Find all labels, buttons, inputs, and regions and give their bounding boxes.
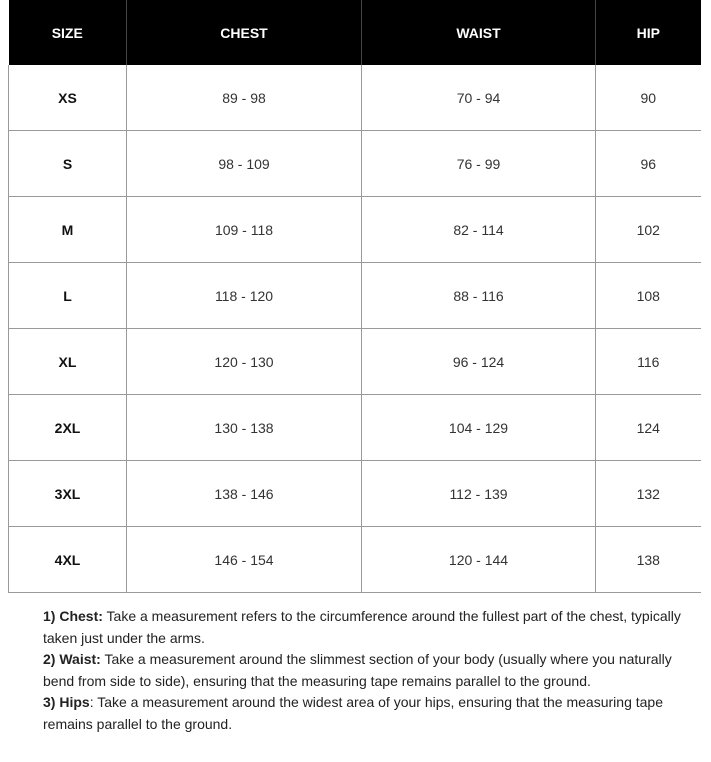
table-row	[9, 461, 701, 527]
waist-cell: 88 - 116	[362, 263, 596, 329]
table-row	[9, 65, 701, 131]
chest-cell: 118 - 120	[127, 263, 362, 329]
note-chest	[43, 606, 698, 649]
chest-cell: 146 - 154	[127, 527, 362, 593]
size-cell: L	[9, 263, 127, 329]
waist-cell: 70 - 94	[362, 65, 596, 131]
chest-cell: 109 - 118	[127, 197, 362, 263]
table-row	[9, 527, 701, 593]
table-row	[9, 263, 701, 329]
note-label: 2) Waist:	[43, 651, 101, 668]
note-text: Take a measurement around the slimmest section of your body (usually where you naturally bend from side to side), ensuring that the measuring tape remains parallel to the ground.	[43, 651, 672, 689]
waist-cell: 96 - 124	[362, 329, 596, 395]
size-cell: XL	[9, 329, 127, 395]
table-row	[9, 395, 701, 461]
note-waist	[43, 649, 698, 692]
header-chest: CHEST	[127, 0, 362, 65]
waist-cell: 82 - 114	[362, 197, 596, 263]
waist-cell: 112 - 139	[362, 461, 596, 527]
header-row	[9, 0, 701, 65]
header-waist: WAIST	[362, 0, 596, 65]
hip-cell: 108	[596, 263, 701, 329]
chest-cell: 98 - 109	[127, 131, 362, 197]
size-cell: 2XL	[9, 395, 127, 461]
chest-cell: 138 - 146	[127, 461, 362, 527]
size-cell: M	[9, 197, 127, 263]
size-cell: XS	[9, 65, 127, 131]
size-chart-table	[8, 0, 701, 593]
hip-cell: 138	[596, 527, 701, 593]
chest-cell: 89 - 98	[127, 65, 362, 131]
waist-cell: 120 - 144	[362, 527, 596, 593]
hip-cell: 132	[596, 461, 701, 527]
waist-cell: 76 - 99	[362, 131, 596, 197]
note-text: Take a measurement refers to the circumference around the fullest part of the chest, typically taken just under the arms.	[43, 608, 681, 646]
size-cell: 3XL	[9, 461, 127, 527]
header-size: SIZE	[9, 0, 127, 65]
table-row	[9, 329, 701, 395]
hip-cell: 96	[596, 131, 701, 197]
chest-cell: 120 - 130	[127, 329, 362, 395]
hip-cell: 124	[596, 395, 701, 461]
size-cell: 4XL	[9, 527, 127, 593]
chest-cell: 130 - 138	[127, 395, 362, 461]
hip-cell: 116	[596, 329, 701, 395]
hip-cell: 90	[596, 65, 701, 131]
header-hip: HIP	[596, 0, 701, 65]
table-row	[9, 197, 701, 263]
note-label: 1) Chest:	[43, 608, 103, 624]
measurement-notes	[43, 606, 698, 736]
note-hips	[43, 692, 698, 735]
waist-cell: 104 - 129	[362, 395, 596, 461]
note-text: : Take a measurement around the widest area of your hips, ensuring that the measuring tape remains parallel to the ground.	[43, 694, 663, 732]
note-label: 3) Hips	[43, 694, 90, 711]
hip-cell: 102	[596, 197, 701, 263]
size-cell: S	[9, 131, 127, 197]
table-row	[9, 131, 701, 197]
